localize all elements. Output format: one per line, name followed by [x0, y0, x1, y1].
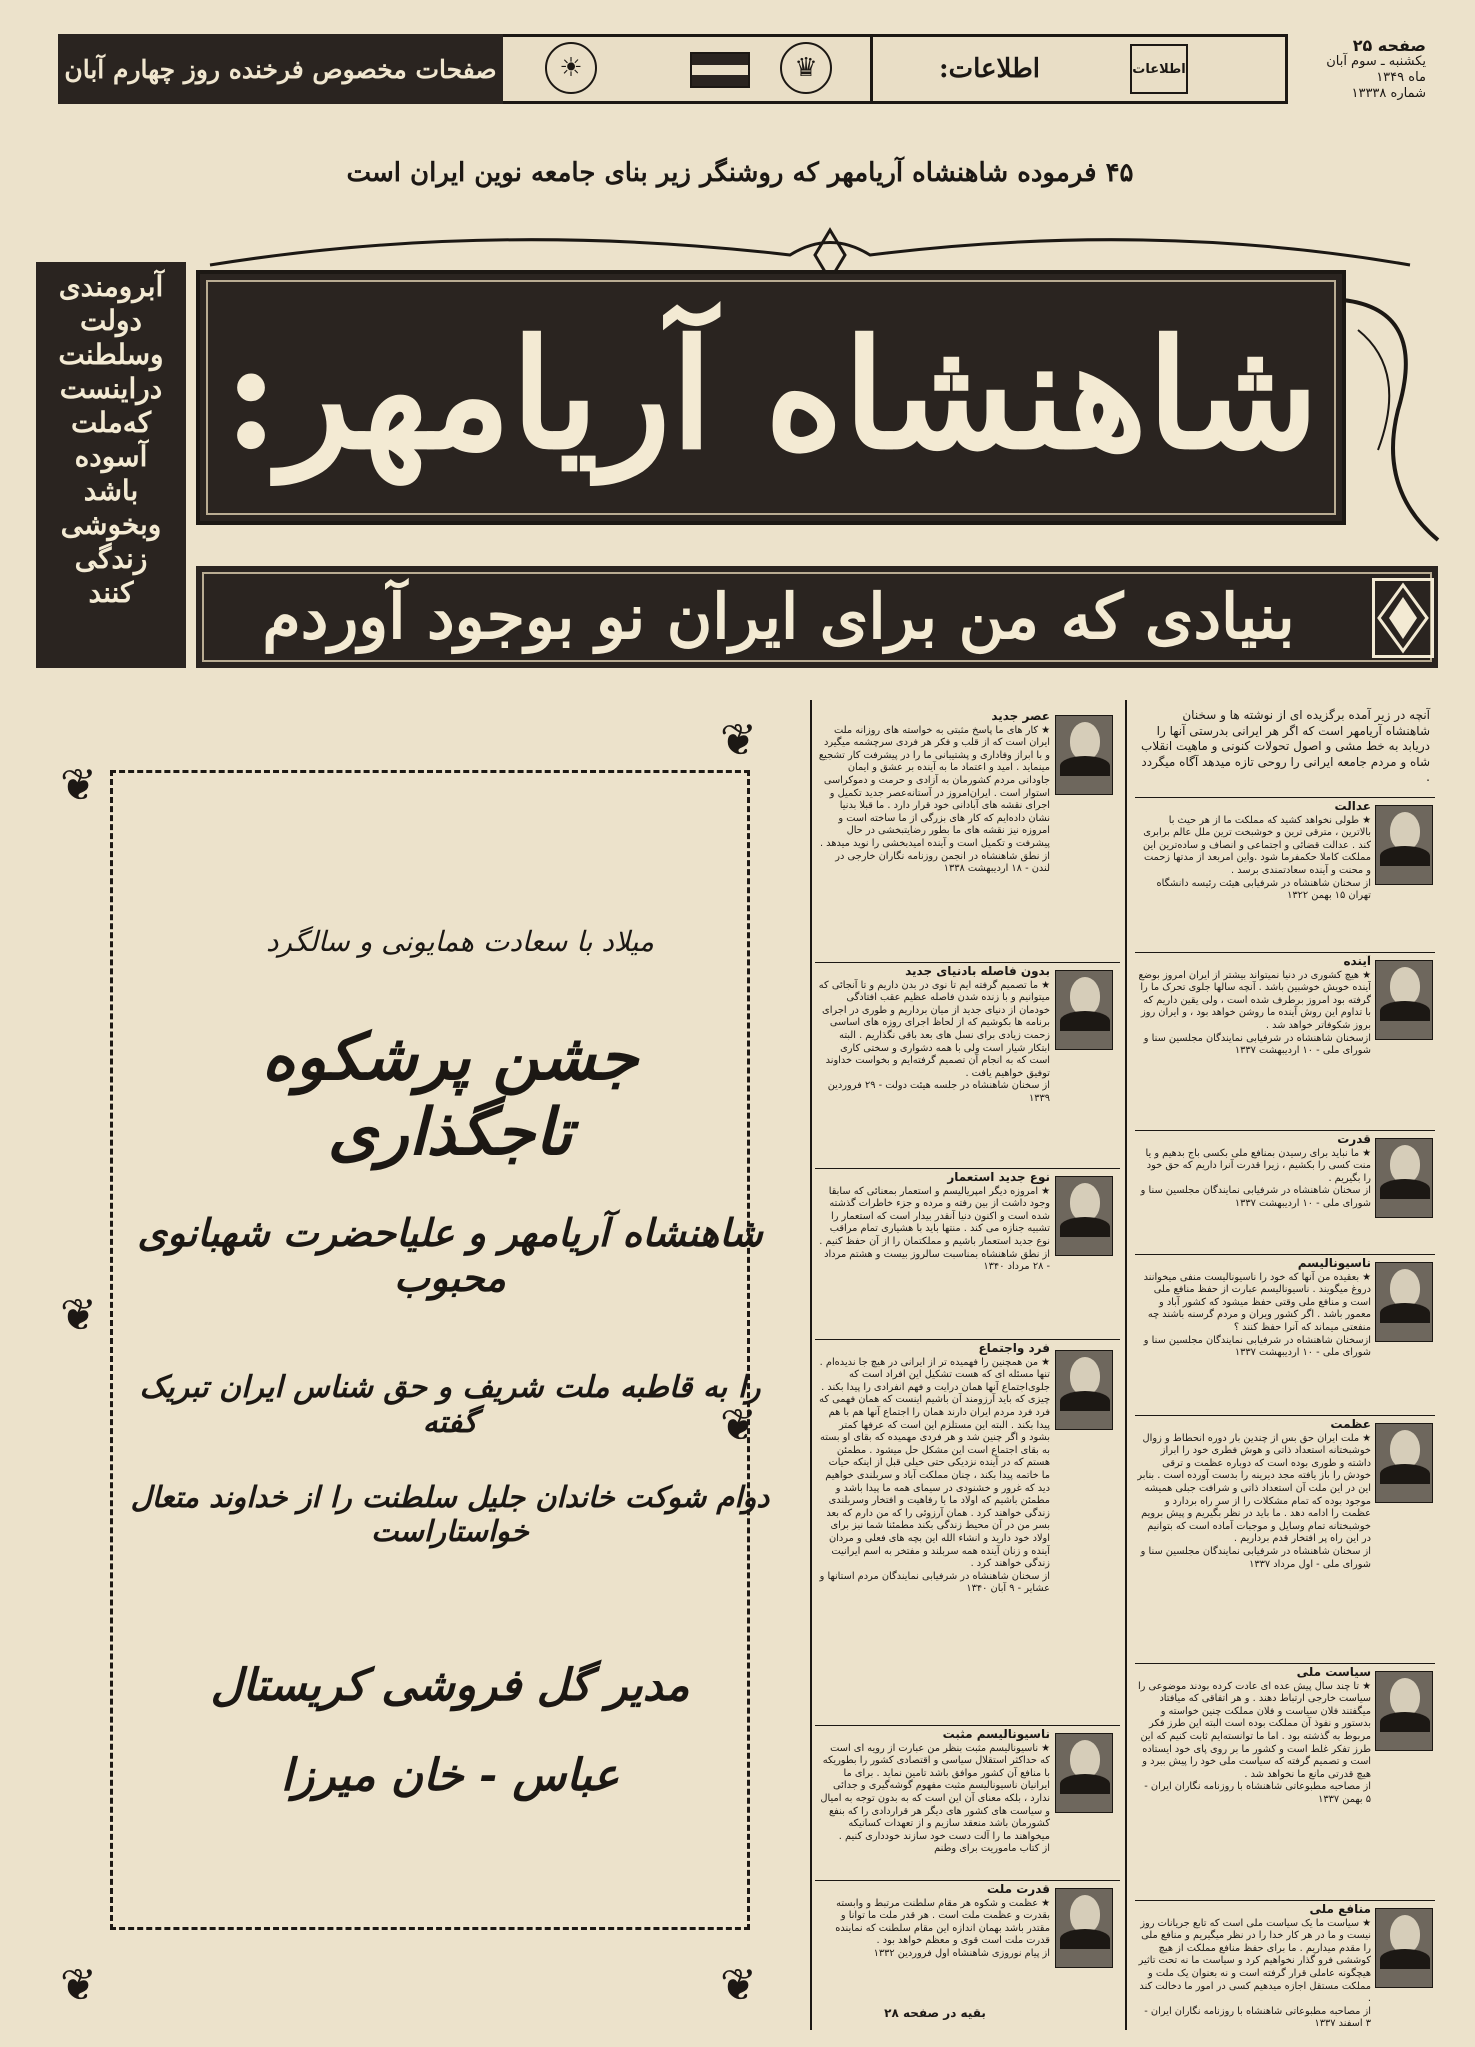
- article-separator: [1135, 1900, 1435, 1901]
- article-title: قدرت ملت: [987, 1883, 1050, 1896]
- page-number: صفحه ۲۵: [1352, 36, 1426, 55]
- article-source: از سخنان شاهنشاه در شرفیابی هیئت رئیسه دانشگاه تهران ۱۵ بهمن ۱۳۲۲: [1156, 877, 1371, 902]
- article-separator: [815, 1880, 1120, 1881]
- subtitle-banner-text: بنیادی که من برای ایران نو بوجود آوردم: [262, 580, 1295, 653]
- article-separator: [815, 1168, 1120, 1169]
- article-title: آینده: [1343, 955, 1371, 968]
- article-source: از نطق شاهنشاه در انجمن روزنامه نگاران خارجی در لندن - ۱۸ اردیبهشت ۱۳۳۸: [835, 850, 1050, 875]
- portrait-photo: [1055, 1350, 1113, 1430]
- article-body: ★ عظمت و شکوه هر مقام سلطنت مرتبط و وابسته بقدرت و عظمت ملت است . هر قدر ملت ما توانا و مقتدر باشد بهمان اندازه این مقام سلطنت که نماینده قدرت ملت است قوی و معظم خواهد بود .: [835, 1897, 1050, 1947]
- portrait-photo: [1375, 960, 1433, 1040]
- article-nation-power: [818, 1883, 1050, 2003]
- holly-ornament-icon: ❦: [60, 1290, 97, 1341]
- article-source: از مصاحبه مطبوعاتی شاهنشاه با روزنامه نگاران ایران - ۵ بهمن ۱۳۳۷: [1144, 1781, 1371, 1805]
- ad-line-congratulations: را به قاطبه ملت شریف و حق شناس ایران تبریک گفته: [139, 1370, 761, 1440]
- article-power: [1137, 1133, 1371, 1251]
- portrait-photo: [1375, 1423, 1433, 1503]
- sidebar-quote-line: زندگی: [74, 542, 148, 575]
- article-body: ★ ما نباید برای رسیدن بمنافع ملی بکسی باج بدهیم و یا منت کسی را بکشیم ، زیرا قدرت آنرا داریم که حق خود را بگیریم .: [1145, 1147, 1371, 1184]
- article-positive-nationalism: [818, 1728, 1050, 1878]
- article-separator: [1135, 1130, 1435, 1131]
- article-individual-society: [818, 1342, 1050, 1722]
- article-title: قدرت: [1337, 1133, 1371, 1146]
- article-body: ★ ناسیونالیسم مثبت بنظر من عبارت از رویه ای است که حداکثر استقلال سیاسی و اقتصادی کشور را بطوریکه با منافع آن کشور موافق باشد تامین نماید . برای ما ایرانیان ناسیونالیسم مثبت مفهوم گوشه‌گیری و جدائی ندارد ، بلکه معنای آن این است که به بدون توجه به امیال و سیاست های کشور های دیگر هر قراردادی را که بنفع کشورمان باشد منعقد سازیم و از تعهدات کسانیکه میخواهند ما را آلت دست خود سازند خودداری کنیم .: [820, 1742, 1050, 1842]
- article-separator: [815, 1725, 1120, 1726]
- publication-name: اطلاعات:: [939, 54, 1040, 84]
- article-separator: [1135, 952, 1435, 953]
- article-no-gap-new-world: [818, 965, 1050, 1165]
- lion-sun-emblem-icon: ☀: [545, 42, 597, 94]
- continued-note: بقیه در صفحه ۲۸: [884, 2006, 986, 2020]
- sidebar-quote-line: دولت: [79, 304, 142, 337]
- article-body: ★ طولی نخواهد کشید که مملکت ما از هر حیث با بالاترین ، مترقی ترین و خوشبخت ترین ملل عالم برابری کند . عدالت قضائی و اجتماعی و انصاف و ساده‌ترین این مملکت کاملا حکمفرما شود .واین امر‌بعد از مدتها زحمت و محنت و آینده سعادتمندی برسد .: [1143, 814, 1371, 876]
- article-separator: [1135, 1415, 1435, 1416]
- portrait-photo: [1055, 715, 1113, 795]
- page-info: [1296, 38, 1426, 128]
- article-source: از کتاب ماموریت برای وطنم: [934, 1843, 1050, 1855]
- article-body: ★ بعقیده من آنها که خود را ناسیونالیست‌ منفی میخوانند دروغ میگویند . ناسیونالیسم عبارت از حفظ منافع ملی است و منافع ملی وقتی حفظ میشود که کشور آباد و معمور باشد . اگر کشور ویران و مردم گرسنه باشند چه منفعتی میماند که آنرا حفظ کنند ؟: [1143, 1271, 1371, 1333]
- holly-ornament-icon: ❦: [60, 760, 97, 811]
- article-source: از پیام نوروزی شاهنشاه اول فروردین ۱۳۳۲: [873, 1947, 1050, 1959]
- article-source: ازسخنان شاهنشاه در شرفیابی نمایندگان مجلسین سنا و شورای ملی - ۱۰ اردیبهشت ۱۳۳۷: [1143, 1032, 1371, 1057]
- portrait-photo: [1055, 1888, 1113, 1968]
- article-source: از مصاحبه مطبوعاتی شاهنشاه با روزنامه نگاران ایران - ۳ اسفند ۱۳۳۷: [1144, 2005, 1371, 2030]
- iran-flag-icon: [690, 52, 750, 88]
- article-body: ★ من همچنین را فهمیده تر از ایرانی در هیچ جا ندیده‌ام . تنها مسئله ای که هست تشکیل این افراد است که جلوی‌اجتماع آنها همان درایت و فهم انفرادی را پیدا بکند . چیزی که باید آرزومند آن باشیم اینست که همان فهمی که فرد فرد مردم ایران دارند همان را اجتماع آنها هم با هم پیدا بکند . البته این مستلزم این است که عرفها کمتر بشود و اگر چنین شد و هر فردی مهمیده که بقای او بسته به بقای اجتماع است این مشکل حل میشود . مطمئن هستم که در آینده نزدیکی حتی خیلی قبل از اینکه حیات ما خاتمه پیدا بکند ، چنان مملکت آباد و سربلندی خواهیم دید که غرور و خشنودی در سیمای همه ما پیدا باشد و مطمئن باشیم که اولاد ما با رفاهیت و افتخار وسربلندی زندگی خواهند کرد . همان آرزوئی را که من دارم که بعد بسر من در آن محیط زندگی بکند مطمئنا شما نیز برای اولاد خود دارید و انشاء الله این بچه های فعلی و مردان آینده و زنان آینده همه سربلند و مفتخر به اسم ایرانیت زندگی خواهند کرد .: [819, 1356, 1050, 1570]
- article-title: فرد واجتماع: [978, 1342, 1050, 1355]
- sidebar-quote-line: دراینست: [59, 372, 163, 405]
- subheadline: ۴۵ فرموده شاهنشاه آریامهر که روشنگر زیر بنای جامعه نوین ایران است: [346, 158, 1134, 188]
- article-title: منافع ملی: [1309, 1903, 1371, 1916]
- flag-stripe-middle: [692, 65, 748, 76]
- advertisement: [40, 700, 802, 2030]
- article-separator: [1135, 1663, 1435, 1664]
- flag-stripe-bottom: [692, 75, 748, 86]
- issue-number: شماره ۱۳۳۳۸: [1351, 86, 1426, 101]
- article-future: [1137, 955, 1371, 1125]
- article-body: ★ هیچ کشوری در دنیا نمیتواند بیشتر از ایران امروز بوضع آینده خویش خوشبین باشد . آنچه سالها جلوی تحرک ما را گرفته بود امروز برطرف شده است ، ولی یقین داریم که با تداوم این روش آینده ما روشن خواهد بود ، و ایران روز بروز شکوفاتر خواهد شد .: [1138, 969, 1371, 1031]
- portrait-photo: [1375, 1138, 1433, 1218]
- ad-line-name: عباس - خان میرزا: [280, 1750, 620, 1801]
- article-body: ★ امروزه دیگر امپریالیسم و استعمار بمعنائی که سابقا وجود داشت از بین رفته و مرده و جزء خاطرات گذشته شده است و اکنون دنیا آنقدر بیدار است که استعمار را تشبیه‌ جنازه می کند . منتها باید با هشیاری تمام مراقب نوع جدید استعمار باشیم و مملکتمان را از آن حفظ کنیم .: [819, 1185, 1050, 1247]
- portrait-photo: [1055, 1176, 1113, 1256]
- article-title: عصر جدید: [991, 710, 1050, 723]
- portrait-photo: [1375, 1671, 1433, 1751]
- holly-ornament-icon: ❦: [720, 1960, 757, 2011]
- article-source: ازسخنان شاهنشاه در شرفیابی نمایندگان مجلسین سنا و شورای ملی - ۱۰ اردیبهشت ۱۳۳۷: [1143, 1334, 1371, 1359]
- newspaper-logo: اطلاعات: [1130, 44, 1188, 94]
- article-greatness: [1137, 1418, 1371, 1658]
- header-strip-title: صفحات مخصوص فرخنده روز چهارم آبان: [58, 34, 503, 104]
- article-justice: [1137, 800, 1371, 950]
- portrait-photo: [1375, 805, 1433, 885]
- sidebar-quote-line: وبخوشی: [60, 508, 162, 541]
- article-title: نوع جدید استعمار: [947, 1171, 1050, 1184]
- article-national-interests: [1137, 1903, 1371, 2033]
- sidebar-quote-line: باشد: [83, 474, 139, 507]
- article-source: از سخنان شاهنشاه در جلسه هیئت دولت - ۲۹ فروردین ۱۳۳۹: [827, 1080, 1050, 1104]
- ad-line-manager: مدیر گل فروشی کریستال: [210, 1660, 690, 1711]
- portrait-photo: [1055, 970, 1113, 1050]
- article-new-colonialism: [818, 1171, 1050, 1336]
- article-nationalism: [1137, 1257, 1371, 1412]
- article-title: عدالت: [1334, 800, 1371, 813]
- article-separator: [1135, 1254, 1435, 1255]
- article-body: ★ ما تصمیم گرفته ایم تا نوی در بدن داریم و تا آنجائی که میتوانیم و با زنده شدن فاصله عظیم عقب افتادگی خودمان از دنیای جدید از میان برداریم و طوری در اجرای برنامه ها بکوشیم که از لحاظ اجرای روزه های اساسی زحمت زیادی برای نسل های بعد باقی نگذاریم . البته ابتکار شیار است ولی با همه دشواری و سختی کاری است که به انجام آن تصمیم گرفته‌ایم و بخواست خداوند توفیق خواهیم یافت .: [818, 979, 1050, 1079]
- sidebar-quote-line: وسلطنت: [58, 338, 164, 371]
- header-divider: [870, 34, 873, 104]
- holly-ornament-icon: ❦: [720, 1400, 757, 1451]
- article-source: از سخنان شاهنشاه در شرفیابی نمایندگان مجلسین سنا و شورای ملی - ۱۰ اردیبهشت ۱۳۳۷: [1140, 1185, 1371, 1209]
- diamond-ornament-icon: [1372, 578, 1434, 658]
- ad-line-shah: شاهنشاه آریامهر و علیاحضرت شهبانوی محبوب: [137, 1210, 763, 1300]
- main-banner-title: شاهنشاه آریامهر:: [223, 307, 1319, 483]
- portrait-photo: [1375, 1262, 1433, 1342]
- sidebar-quote-line: آبرومندی: [58, 270, 164, 303]
- article-separator: [1135, 797, 1435, 798]
- column-rule: [810, 700, 812, 2030]
- scroll-swirl-icon: [1338, 290, 1458, 560]
- article-separator: [815, 962, 1120, 963]
- article-title: عظمت: [1330, 1418, 1371, 1431]
- issue-month: ماه ۱۳۴۹: [1376, 70, 1426, 85]
- ad-line-birthday: میلاد با سعادت همایونی و سالگرد: [265, 925, 655, 958]
- article-source: از سخنان شاهنشاه در شرفیابی نمایندگان مجلسین سنا و شورای ملی - اول مرداد ۱۳۳۷: [1140, 1545, 1371, 1570]
- article-new-era: [818, 710, 1050, 960]
- article-source: از نطق شاهنشاه بمناسبت سالروز بیست و هشتم مرداد - ۲۸ مرداد ۱۳۴۰: [824, 1248, 1050, 1273]
- article-title: سیاست ملی: [1296, 1666, 1371, 1679]
- article-separator: [815, 1339, 1120, 1340]
- holly-ornament-icon: ❦: [60, 1960, 97, 2011]
- column-rule: [1125, 700, 1127, 2030]
- article-title: ناسیونالیسم: [1297, 1257, 1371, 1270]
- crown-emblem-icon: ♛: [780, 42, 832, 94]
- sidebar-quote: [36, 262, 186, 668]
- article-body: ★ سیاست ما یک سیاست ملی است که تابع جریانات روز نیست و ما در هر کار خدا را در نظر میگیریم و منافع ملی را مقدم میداریم . ما برای حفظ منافع مملکت از هیچ کوششی فرو گذار نخواهیم کرد و سیاست ما نه تحت تاثیر هیچگونه عاملی قرار گرفته است و نه بعنوان یک ملت و مملکت مستقل اجازه میدهیم کسی در امور ما دخالت کند .: [1138, 1917, 1371, 2005]
- article-body: ★ ملت ایران حق‌ بس از چندین بار دوره انحطاط و زوال خوشبختانه استعداد ذاتی و هوش فطری خود را ابراز داشته و طوری بوده است که دوباره عظمت و ترقی خودش را باز یافته مجد دیرینه را بدست آورده است . بنابر این در این ملت آن استعداد ذاتی و شرافت جبلی همیشه موجود بوده که تمام مشکلات را از سر راه بردارد و عظمت را ادامه دهد . ما باید در نظر بگیریم و پیش برویم خوشبختانه تمام وسایل و موجبات آماده است که بتوانیم در این راه پر افتخار قدم برداریم .: [1137, 1432, 1371, 1545]
- article-national-policy: [1137, 1666, 1371, 1896]
- flag-stripe-top: [692, 54, 748, 65]
- portrait-photo: [1375, 1908, 1433, 1988]
- ad-line-coronation: جشن پرشکوه تاجگذاری: [261, 1020, 639, 1170]
- article-title: ناسیونالیسم مثبت: [942, 1728, 1050, 1741]
- holly-ornament-icon: ❦: [720, 715, 757, 766]
- article-body: ★ کار های ما پاسخ مثبتی به خواسته های روزانه ملت ایران است که از قلب و فکر هر فردی سرچشمه میگیرد و با ابراز وفاداری و پشتیبانی ما را در پیشرفت کار تشجیع مینماید . امید و اعتماد ما به آینده بر عشق و ایمان جاودانی مردم کشورمان به آزادی و حرمت و دموکراسی استوار است . ایران‌امروز در آستانه‌عصر جدید تکمیل و اجرای نقشه های آبادانی خود قرار دارد . ما قبلا بدنیا نشان داده‌ایم که کار های بزرگی از ما ساخته است و امروزه نیز نقشه های ما بطور رضایتبخشی در حال پیشرفت و تکمیل است و آینده امیدبخشی را نوید میدهد .: [818, 724, 1050, 849]
- issue-day: یکشنبه ـ سوم آبان: [1326, 54, 1426, 69]
- sidebar-quote-line: آسوده: [74, 440, 148, 473]
- article-title: بدون فاصله بادنیای جدید: [905, 965, 1050, 978]
- article-body: ★ تا چند سال پیش عده ای عادت کرده بودند موضوعی را سیاست خارجی ارتباط دهند . و هر اتفاقی که میافتاد میگفتند فلان سیاست و فلان مملکت چنین خواسته و بدستور و نفوذ آن مملکت بوده است البته این طرز فکر مربوط به گذشته بود . اما ما توانسته‌ایم ثابت کنیم که این طرز تفکر غلط است و کشور ما بر روی پای خود ایستاده است و تصمیم گرفته که سیاست ملی خود را پیش ببرد و هیچ قدرتی مانع ما نخواهد شد .: [1137, 1680, 1371, 1780]
- portrait-photo: [1055, 1733, 1113, 1813]
- ad-line-wish: دوام شوکت خاندان جلیل سلطنت را از خداوند متعال خواستاراست: [130, 1480, 770, 1548]
- sidebar-quote-line: کنند: [88, 576, 134, 609]
- sidebar-quote-line: که‌ملت: [70, 406, 152, 439]
- article-source: از سخنان شاهنشاه در شرفیابی نمایندگان مردم استانها و عشایر - ۹ آبان ۱۳۴۰: [819, 1570, 1050, 1595]
- intro-paragraph: آنچه در زیر آمده برگزیده ای از نوشته ها و سخنان شاهنشاه آریامهر است که اگر هر ایرانی بدرستی آنها را دریابد به خط مشی و اصول تحولات کنونی و ماهیت انقلاب شاه و مردم جامعه ایرانی را روحی تازه میدهد آگاه میگردد .: [1141, 708, 1430, 784]
